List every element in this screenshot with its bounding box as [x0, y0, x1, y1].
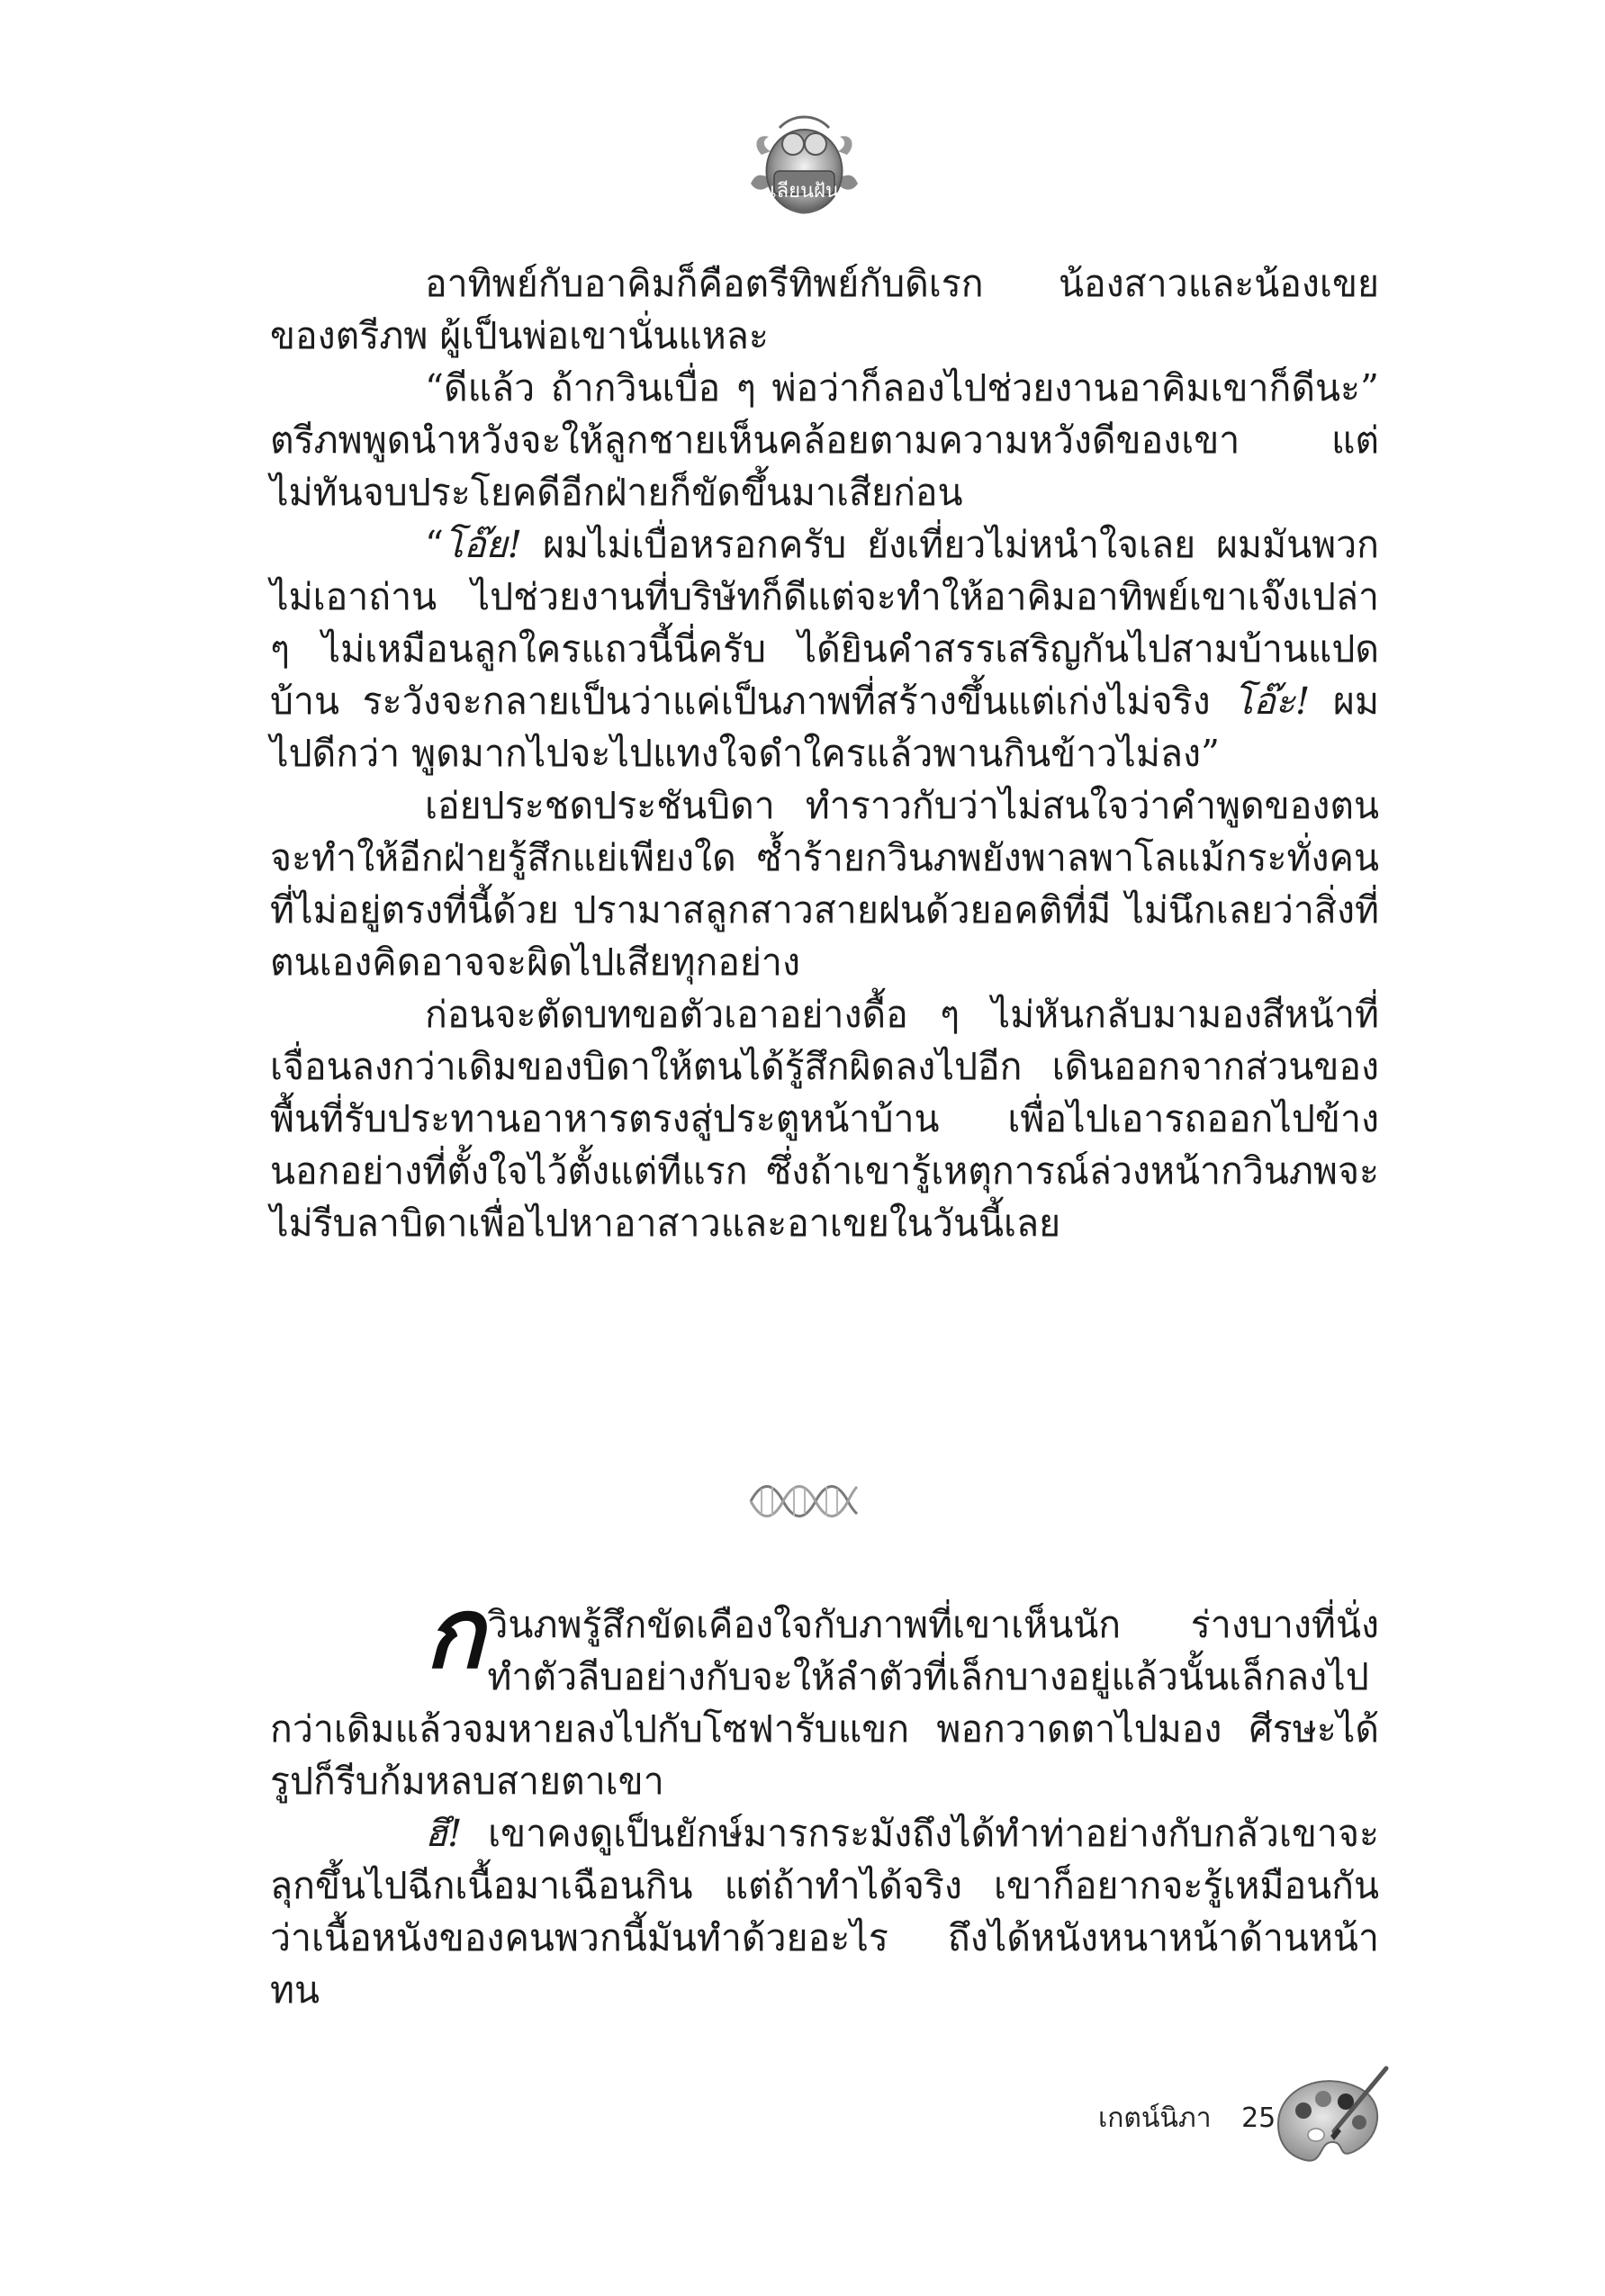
paragraph-text: ผมไม่เบื่อหรอกครับ ยังเที่ยวไม่หนำใจเลย ผมมันพวกไม่เอาถ่าน ไปช่วยงานที่บริษัทก็ดีแต่จะทำให้อาคิมอาทิพย์เขาเจ๊งเปล่า ๆ ไม่เหมือนลูกใครแถวนี้นี่ครับ ได้ยินคำสรรเสริญกันไปสามบ้านแปดบ้าน ระวังจะกลายเป็นว่าแค่เป็นภาพที่สร้างขึ้นแต่เก่งไม่จริง [270, 523, 1379, 723]
paragraph [270, 1578, 1379, 1807]
exclamation: โอ๊ย! [443, 523, 523, 566]
dna-helix-divider-icon [747, 1476, 859, 1526]
paragraph: อาทิพย์กับอาคิมก็คือตรีทิพย์กับดิเรก น้องสาวและน้องเขยของตรีภพ ผู้เป็นพ่อเขานั่นแหละ [270, 262, 1379, 357]
text-block-1 [270, 257, 1379, 1249]
paragraph-text: เขาคงดูเป็นยักษ์มารกระมังถึงได้ทำท่าอย่างกับกลัวเขาจะลุกขึ้นไปฉีกเนื้อมาเฉือนกิน แต่ถ้าทำได้จริง เขาก็อยากจะรู้เหมือนกันว่าเนื้อหนังของคนพวกนี้มันทำด้วยอะไร ถึงได้หนังหนาหน้าด้านหน้าทน [270, 1812, 1379, 2012]
exclamation: โอ๊ะ! [1233, 680, 1311, 723]
emblem-label: เลียนฝัน [770, 180, 839, 203]
book-title: เกตน์นิภา [1098, 2102, 1212, 2134]
paragraph-text: ผมไปดีกว่า พูดมากไปจะไปแทงใจดำใครแล้วพานกินข้าวไม่ลง” [270, 680, 1379, 775]
paint-palette-icon [1260, 2052, 1395, 2187]
paragraph: “ดีแล้ว ถ้ากวินเบื่อ ๆ พ่อว่าก็ลองไปช่วยงานอาคิมเขาก็ดีนะ” ตรีภพพูดนำหวังจะให้ลูกชายเห็นคล้อยตามความหวังดีของเขา แต่ไม่ทันจบประโยคดีอีกฝ่ายก็ขัดขึ้นมาเสียก่อน [270, 366, 1379, 514]
paragraph [270, 518, 1379, 779]
drop-cap: ก [425, 1578, 484, 1690]
exclamation: ฮึ! [425, 1812, 463, 1855]
text-block-2 [270, 1578, 1379, 2016]
paragraph: ก่อนจะตัดบทขอตัวเอาอย่างดื้อ ๆ ไม่หันกลับมามองสีหน้าที่เจื่อนลงกว่าเดิมของบิดาให้ตนได้รู้สึกผิดลงไปอีก เดินออกจากส่วนของพื้นที่รับประทานอาหารตรงสู่ประตูหน้าบ้าน เพื่อไปเอารถออกไปข้างนอกอย่างที่ตั้งใจไว้ตั้งแต่ทีแรก ซึ่งถ้าเขารู้เหตุการณ์ล่วงหน้ากวินภพจะไม่รีบลาบิดาเพื่อไปหาอาสาวและอาเขยในวันนี้เลย [270, 993, 1379, 1245]
page-number: 25 [1241, 2102, 1276, 2134]
paragraph: เอ่ยประชดประชันบิดา ทำราวกับว่าไม่สนใจว่าคำพูดของตนจะทำให้อีกฝ่ายรู้สึกแย่เพียงใด ซ้ำร้ายกวินภพยังพาลพาโลแม้กระทั่งคนที่ไม่อยู่ตรงที่นี้ด้วย ปรามาสลูกสาวสายฝนด้วยอคติที่มี ไม่นึกเลยว่าสิ่งที่ตนเองคิดอาจจะผิดไปเสียทุกอย่าง [270, 784, 1379, 984]
ornamental-crest-icon [744, 101, 865, 222]
paragraph-text: วินภพรู้สึกขัดเคืองใจกับภาพที่เขาเห็นนัก ร่างบางที่นั่งทำตัวลีบอย่างกับจะให้ลำตัวที่เล็กบางอยู่แล้วนั้นเล็กลงไปกว่าเดิมแล้วจมหายลงไปกับโซฟารับแขก พอกวาดตาไปมอง ศีรษะได้รูปก็รีบก้มหลบสายตาเขา [270, 1603, 1379, 1803]
page-footer [1098, 2097, 1276, 2139]
paragraph [270, 1807, 1379, 2016]
quote-mark: “ [425, 523, 444, 566]
